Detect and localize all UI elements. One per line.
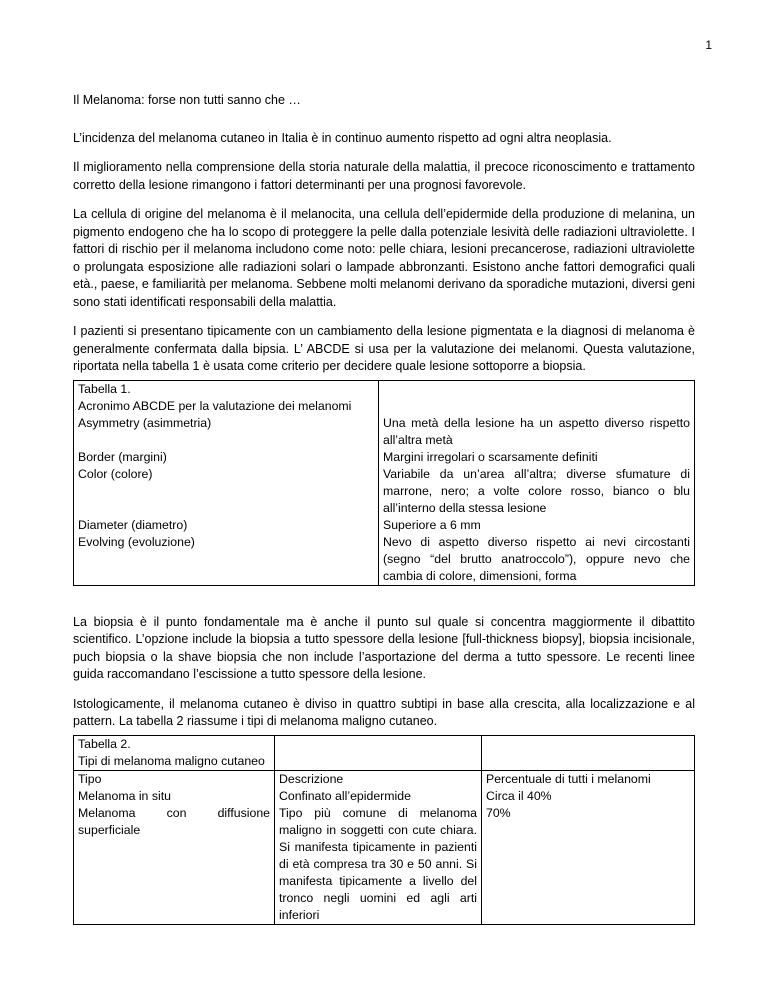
- table1-desc-asymmetry: Una metà della lesione ha un aspetto diverso rispetto all’altra metà: [383, 415, 690, 447]
- table-row: [74, 770, 695, 924]
- table1-desc-color: Variabile da un’area all’altra; diverse sfumature di marrone, nero; a volte colore rosso, bianco o blu all’interno della stessa lesione: [383, 466, 690, 515]
- table2-tipo-in-situ: Melanoma in situ: [78, 788, 171, 803]
- table1-term-border: Border (margini): [78, 449, 167, 464]
- table1-term-evolving: Evolving (evoluzione): [78, 534, 195, 549]
- table1-desc-evolving: Nevo di aspetto diverso rispetto ai nevi circostanti (segno “del brutto anatroccolo”), oppure nevo che cambia di colore, dimensioni, forma: [383, 534, 690, 583]
- table1-desc-diameter: Superiore a 6 mm: [383, 517, 481, 532]
- paragraph-4: I pazienti si presentano tipicamente con un cambiamento della lesione pigmentata e la diagnosi di melanoma è generalmente confermata dalla bipsia. L’ ABCDE si usa per la valutazione dei melanomi. Questa valutazione, riportata nella tabella 1 è usata come criterio per decidere quale lesione sottoporre a biopsia.: [73, 324, 695, 373]
- table2-perc-in-situ: Circa il 40%: [486, 788, 552, 803]
- page-number: 1: [705, 38, 712, 52]
- paragraph-6: Istologicamente, il melanoma cutaneo è diviso in quattro subtipi in base alla crescita, alla localizzazione e al pattern. La tabella 2 riassume i tipi di melanoma maligno cutaneo.: [73, 696, 695, 728]
- paragraph-5: La biopsia è il punto fondamentale ma è anche il punto sul quale si concentra maggiormente il dibattito scientifico. L’opzione include la biopsia a tutto spessore della lesione [full-thickness biopsy], biopsia incisionale, puch biopsia o la shave biopsia che non include l’asportazione del derma a tutto spessore. Le recenti linee guida raccomandano l’escissione a tutto spessore della lesione.: [73, 614, 695, 681]
- table-row: [74, 380, 695, 585]
- table2-desc-in-situ: Confinato all’epidermide: [279, 788, 411, 803]
- paragraph-1: L’incidenza del melanoma cutaneo in Italia è in continuo aumento rispetto ad ogni altra neoplasia.: [73, 130, 612, 145]
- table1-term-diameter: Diameter (diametro): [78, 517, 188, 532]
- table1-term-color: Color (colore): [78, 466, 153, 481]
- table1-term-asymmetry: Asymmetry (asimmetria): [78, 415, 212, 430]
- paragraph-2: Il miglioramento nella comprensione della storia naturale della malattia, il precoce riconoscimento e trattamento corretto della lesione rimangono i fattori determinanti per una prognosi favorevole.: [73, 160, 695, 192]
- table2-caption: Tabella 2.: [78, 736, 131, 751]
- table-melanoma-types: [73, 735, 695, 925]
- table2-header-percentuale: Percentuale di tutti i melanomi: [486, 771, 651, 786]
- table2-tipo-superficiale: Melanoma con diffusione superficiale: [78, 805, 270, 837]
- document-title: Il Melanoma: forse non tutti sanno che …: [73, 93, 301, 107]
- table1-caption: Tabella 1.: [78, 381, 131, 396]
- table1-desc-border: Margini irregolari o scarsamente definiti: [383, 449, 598, 464]
- table2-header-tipo: Tipo: [78, 771, 102, 786]
- table2-desc-superficiale: Tipo più comune di melanoma maligno in soggetti con cute chiara. Si manifesta tipicamente in pazienti di età compresa tra 30 e 50 anni. Si manifesta tipicamente a livello del tronco negli uomini ed agli arti inferiori: [279, 805, 477, 922]
- table2-subtitle: Tipi di melanoma maligno cutaneo: [78, 753, 265, 768]
- paragraph-3: La cellula di origine del melanoma è il melanocita, una cellula dell’epidermide della produzione di melanina, un pigmento endogeno che ha lo scopo di proteggere la pelle dalla potenziale lesività delle radiazioni ultraviolette. I fattori di rischio per il melanoma includono come noto: pelle chiara, lesioni precancerose, radiazioni ultraviolette o prolungata esposizione alle radiazioni solari o lampade abbronzanti. Esistono anche fattori demografici quali età., paese, e familiarità per melanoma. Sebbene molti melanomi derivano da sporadiche mutazioni, diversi geni sono stati identificati responsabili della malattia.: [73, 207, 695, 309]
- table1-subtitle: Acronimo ABCDE per la valutazione dei melanomi: [78, 398, 352, 413]
- table-abcde: [73, 380, 695, 586]
- table-row: [74, 735, 695, 770]
- table2-perc-superficiale: 70%: [486, 805, 511, 820]
- table2-header-descrizione: Descrizione: [279, 771, 344, 786]
- document-body: [73, 92, 695, 925]
